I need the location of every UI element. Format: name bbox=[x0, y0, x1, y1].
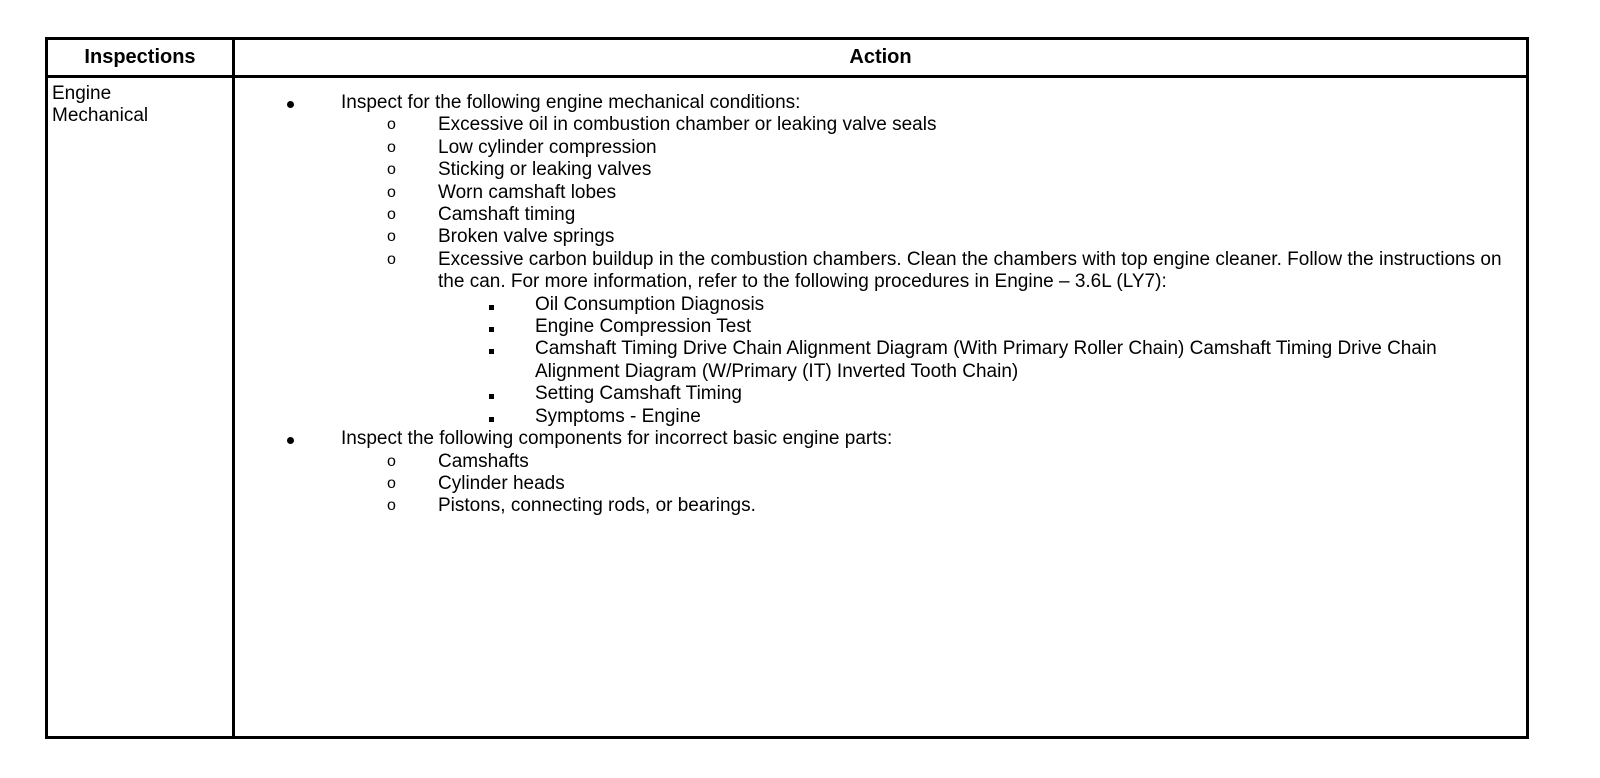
action-item-text: Inspect the following components for incorrect basic engine parts: bbox=[341, 428, 893, 450]
action-item-text: Inspect for the following engine mechanical conditions: bbox=[341, 92, 801, 113]
square-bullet-icon bbox=[489, 316, 494, 338]
action-item-level2 bbox=[235, 451, 1506, 473]
action-item-text: Excessive carbon buildup in the combustion chambers. Clean the chambers with top engine cleaner. Follow the instructions on the can. For more information, refer to the following procedures in Engine – 3.6L (LY7): bbox=[438, 248, 1502, 293]
header-inspections: Inspections bbox=[84, 46, 196, 68]
action-item-text: Setting Camshaft Timing bbox=[535, 383, 742, 405]
action-item-text: Excessive oil in combustion chamber or leaking valve seals bbox=[438, 114, 937, 136]
action-item-level1 bbox=[235, 92, 1506, 114]
circle-o-icon: o bbox=[387, 474, 396, 492]
header-action: Action bbox=[849, 46, 912, 68]
action-item-text: Worn camshaft lobes bbox=[438, 181, 617, 203]
action-item-level2 bbox=[235, 226, 1506, 248]
action-item-level2 bbox=[235, 137, 1506, 159]
bullet-dot-icon bbox=[287, 428, 294, 450]
action-item-text: Symptoms - Engine bbox=[535, 405, 701, 427]
inspection-label-line1: Engine bbox=[52, 83, 112, 104]
action-item-level3 bbox=[235, 383, 1506, 405]
action-list bbox=[235, 92, 1506, 518]
action-item-level1 bbox=[235, 428, 1506, 450]
action-item-level2 bbox=[235, 495, 1506, 517]
action-item-level2 bbox=[235, 249, 1506, 294]
action-item-text: Camshaft Timing Drive Chain Alignment Diagram (With Primary Roller Chain) Camshaft Timing Drive Chain Alignment Diagram (W/Primary (IT) Inverted Tooth Chain) bbox=[535, 338, 1437, 382]
circle-o-icon: o bbox=[387, 452, 396, 470]
circle-o-icon: o bbox=[387, 228, 396, 246]
circle-o-icon: o bbox=[387, 138, 396, 156]
action-item-text: Oil Consumption Diagnosis bbox=[535, 293, 765, 315]
action-item-text: Low cylinder compression bbox=[438, 136, 657, 158]
table-header-row bbox=[48, 40, 1526, 78]
action-item-level2 bbox=[235, 204, 1506, 226]
circle-o-icon: o bbox=[387, 161, 396, 179]
inspection-label-line2: Mechanical bbox=[52, 105, 149, 126]
action-item-level3 bbox=[235, 316, 1506, 338]
action-item-text: Camshafts bbox=[438, 450, 529, 472]
action-item-level2 bbox=[235, 473, 1506, 495]
circle-o-icon: o bbox=[387, 497, 396, 515]
circle-o-icon: o bbox=[387, 116, 396, 134]
square-bullet-icon bbox=[489, 294, 494, 316]
action-item-level3 bbox=[235, 338, 1506, 383]
action-item-level2 bbox=[235, 182, 1506, 204]
action-item-level2 bbox=[235, 114, 1506, 136]
square-bullet-icon bbox=[489, 383, 494, 405]
action-item-text: Pistons, connecting rods, or bearings. bbox=[438, 495, 756, 517]
action-item-text: Engine Compression Test bbox=[535, 316, 752, 338]
action-item-level3 bbox=[235, 294, 1506, 316]
inspection-table bbox=[45, 37, 1529, 739]
inspection-label bbox=[52, 83, 228, 127]
circle-o-icon: o bbox=[387, 206, 396, 224]
square-bullet-icon bbox=[489, 338, 494, 360]
circle-o-icon: o bbox=[387, 183, 396, 201]
action-item-text: Camshaft timing bbox=[438, 204, 576, 226]
action-item-level3 bbox=[235, 406, 1506, 428]
action-item-text: Broken valve springs bbox=[438, 226, 615, 248]
action-cell bbox=[235, 78, 1526, 736]
action-item-level2 bbox=[235, 159, 1506, 181]
action-item-text: Cylinder heads bbox=[438, 472, 565, 494]
action-item-text: Sticking or leaking valves bbox=[438, 159, 652, 181]
square-bullet-icon bbox=[489, 406, 494, 428]
bullet-dot-icon bbox=[287, 92, 294, 114]
circle-o-icon: o bbox=[387, 250, 396, 268]
